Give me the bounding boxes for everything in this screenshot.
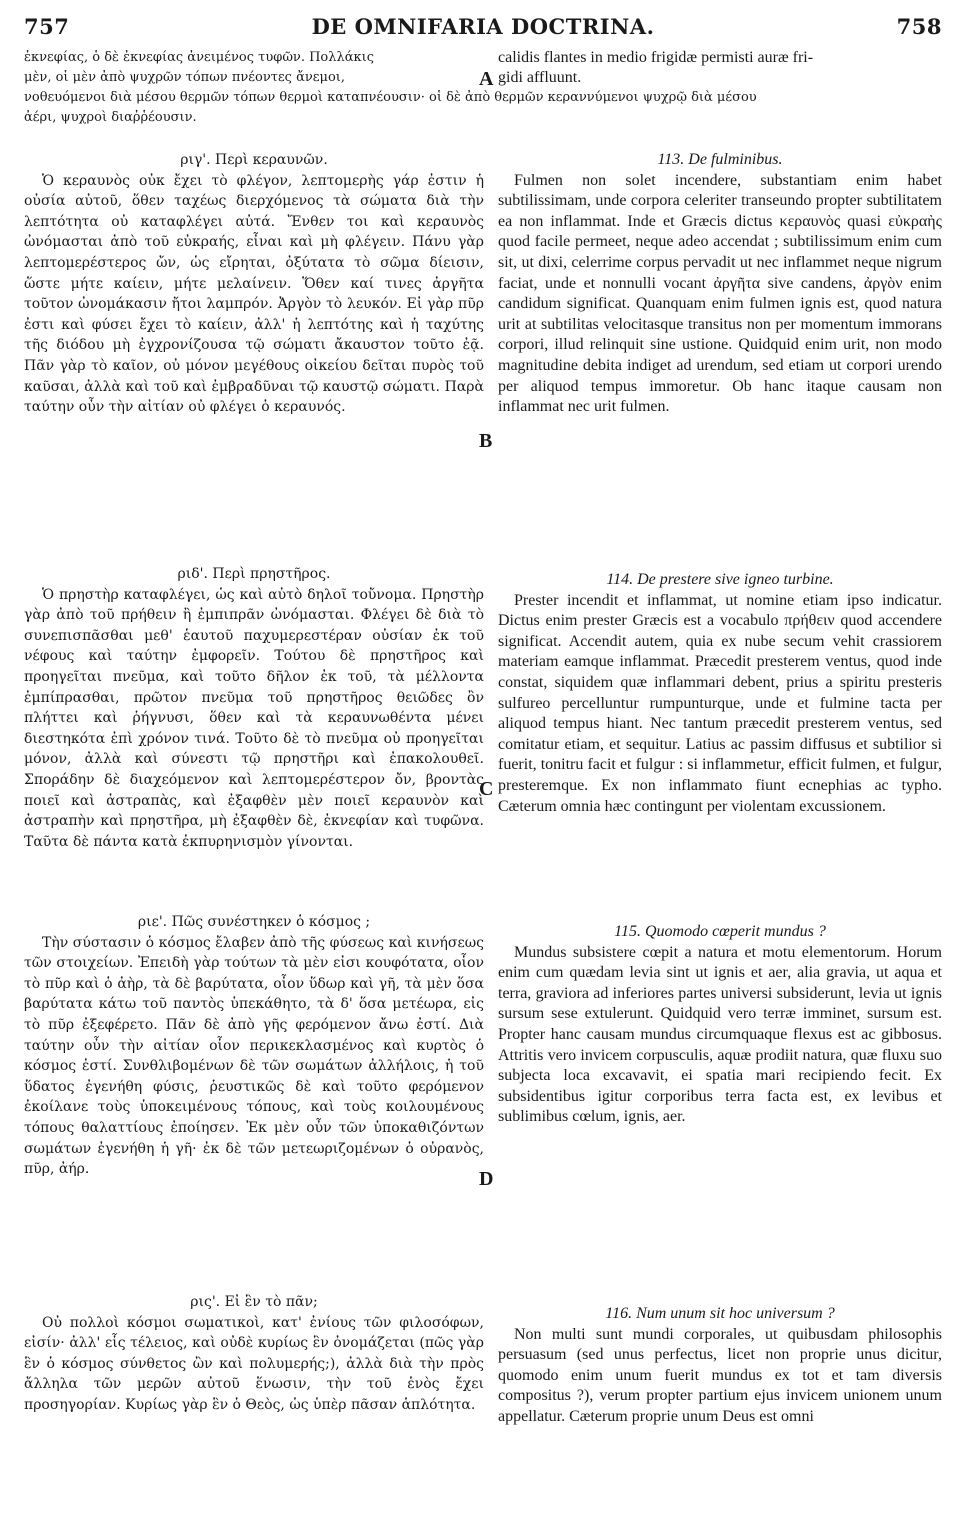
latin-paragraph: Non multi sunt mundi corporales, ut quibusdam philosophis persuasum (sed unus perfectus, licet non proprie unus dicitur, quomodo enim unum fuerit mundus ex tot et tam diversis compositus ?), verum propter partium ejus invicem unionem unum appellatur. Cæterum proprie unum Deus est omni [498,1325,942,1425]
running-header [24,14,942,44]
greek-paragraph: Ὁ πρηστὴρ καταφλέγει, ὡς καὶ αὐτὸ δηλοῖ τοὔνομα. Πρηστὴρ γὰρ ἀπὸ τοῦ πρήθειν ἢ ἐμπιπρᾶν ὠνόμασται. Φλέγει δὲ διὰ τὸ συνεπισπᾶσθαι μεθ' ἑαυτοῦ παχυμερεστέραν οὐσίαν ἐκ τοῦ νέφους καὶ ταύτην ἐμφορεῖν. Τούτου δὲ πρηστῆρος καὶ προηγεῖται πνεῦμα, καὶ τοῦτο δῆλον ἐκ τοῦ, τὰ μέλλοντα ἐμπίπρασθαι, πρῶτον πνεῦμα τοῦ πρηστῆρος θειῶδες ὂν πλήττει καὶ ῥήγνυσι, ὅθεν καὶ τὰ κεραυνωθέντα μένει διεστηκότα ἐπὶ χρόνον τινά. Τοῦτο δὲ τὸ πνεῦμα οὐ προηγεῖται μόνον, ἀλλὰ καὶ σύνεστι τῷ πρηστῆρι καὶ ἐπακολουθεῖ. Σποράδην δὲ διαχεόμενον καὶ λεπτομερέστερον ὄν, βροντὰς ποιεῖ καὶ ἀστραπὰς, καὶ ἐξαφθὲν μὲν ποιεῖ κεραυνὸν καὶ ἀστραπὴν καὶ πρηστῆρα, μὴ ἐξαφθὲν δὲ, ἐκνεφίαν καὶ τυφῶνα. Ταῦτα δὲ πάντα κατὰ ἐκπυρηνισμὸν γίνονται. [24,586,484,850]
right-page-number: 758 [896,14,942,39]
left-page-number: 757 [24,14,70,39]
carryover-greek [24,48,484,87]
carryover-full-line: νοθευόμενοι διὰ μέσου θερμῶν τόπων θερμοὶ καταπνέουσιν· οἱ δὲ ἀπὸ θερμῶν κεραννύμενοι ψυχρῷ διὰ μέσου [24,90,757,105]
greek-heading: ριγ'. Περὶ κεραυνῶν. [180,152,328,168]
greek-column [24,908,484,1180]
latin-heading: 115. Quomodo cœperit mundus ? [614,923,826,940]
carryover-latin [498,48,942,87]
latin-heading: 113. De fulminibus. [657,151,783,168]
greek-heading: ρις'. Εἰ ἓν τὸ πᾶν; [190,1294,318,1310]
latin-column [498,918,942,1128]
running-title: DE OMNIFARIA DOCTRINA. [311,14,655,39]
latin-paragraph: Prester incendit et inflammat, ut nomine etiam ipso indicatur. Dictus enim prester Græcis est a vocabulo πρήθειν quod accendere significat. Accendit autem, quia ex nube secum vehit crassiorem materiam eamque inflammat. Præcedit presterem ventus, quod inde constat, siquidem quæ inflammari debent, prius a spiritu presteris sulfureo percelluntur rumpunturque, unde et fulmine tacta per aliquod tempus hiant. Nec tantum præcedit presterem ventus, sed comitatur etiam, et sequitur. Latius ac passim diffusus et subtilior si fuerit, tonitru facit et fulgur : si inflammetur, efficit fulmen, et fulgur, presteremque. Ex non inflammato fiunt ecnephias ac typho. Cæterum omnia hæc contingunt per violentam excussionem. [498,591,942,815]
greek-column [24,146,484,418]
greek-column [24,560,484,852]
carryover-greek-line: ἐκνεφίας, ὁ δὲ ἐκνεφίας ἀνειμένος τυφῶν. Πολλάκις [24,50,375,65]
greek-paragraph: Ὁ κεραυνὸς οὐκ ἔχει τὸ φλέγον, λεπτομερὴς γάρ ἐστιν ἡ οὐσία αὐτοῦ, ὅθεν ταχέως διερχόμενος τὰ σώματα διὰ τὴν λεπτότητα οὐ καταφλέγει αὐτά. Ἔνθεν τοι καὶ κεραυνὸς ὠνόμασται ἀπὸ τοῦ εὐκραής, εἶναι καὶ μὴ φλέγειν. Πάνυ γὰρ λεπτομερέστερος ὤν, ὡς εἴρηται, ὀξύτατα τὸ σῶμα δίεισιν, ὥστε μήτε καίειν, μήτε μελαίνειν. Ὅθεν καί τινες ἀργῆτα τοῦτον ὠνομάκασιν ἤτοι λαμπρόν. Ἀργὸν τὸ λευκόν. Εἰ γὰρ πῦρ ἐστι καὶ φύσει ἔχει τὸ καίειν, ἀλλ' ἡ λεπτότης καὶ ἡ ταχύτης τῆς διόδου μὴ ἐγχρονίζουσα τῷ σώματι ἄκαυστον τοῦτο ἐᾷ. Πᾶν γὰρ τὸ καῖον, οὐ μόνον μεγέθους οἰκείου δεῖται πυρὸς τοῦ καῦσαι, ἀλλὰ καὶ τοῦ καὶ ἐμβραδῦναι τῷ καυστῷ σώματι. Παρὰ ταύτην οὖν τὴν αἰτίαν οὐ φλέγει ὁ κεραυνός. [24,172,484,416]
carryover-latin-line: calidis flantes in medio frigidæ permisti auræ fri- [498,49,814,66]
greek-column [24,1288,484,1416]
latin-paragraph: Mundus subsistere cœpit a natura et motu elementorum. Horum enim cum quædam levia sint ut ignis et aer, alia gravia, ut aqua et terra, graviora ad inferiores partes universi subsiderunt, levia ut ignis sursum sese extulerunt. Quidquid vero terræ imminet, sursum est. Propter hanc causam mundus circumquaque flexus est ac gibbosus. Attritis vero invicem corpusculis, aquæ prodiit natura, quæ fluxu suo subjecta loca excavavit, ei spatia mari recipiendo fecit. Ex subsidentibus igitur corporibus terra facta est, ex levibus et sublimibus cœlum, ignis, aer. [498,943,942,1126]
latin-paragraph: Fulmen non solet incendere, substantiam enim habet subtilissimam, unde corpora celeriter transeundo propter subtilitatem ea non inflammat. Inde et Græcis dictus κεραυνὸς quasi εὐκραὴς quod facile permeet, neque adeo accendat ; subtilissimum enim cum sit, ut dixi, celerrime corpus pervadit ut nec inflammet neque nigrum faciat, unde et nonnulli vocant ἀργῆτα sive candens, ἀργὸν enim candidum significat. Quanquam enim fulmen ignis est, quod natura urit at subtilitas velocitasque transitus non per momentum immorans corpori, illud relinquit sine ustione. Quidquid enim urit, non modo magnitudine debita indiget ad urendum, sed etiam ut corpori urendo per aliquod tempus immoretur. Ob hanc itaque causam non inflammat nec urit fulmen. [498,171,942,416]
greek-heading: ριδ'. Περὶ πρηστῆρος. [177,566,331,582]
latin-heading: 114. De prestere sive igneo turbine. [606,571,834,588]
carryover-latin-line: gidi affluunt. [498,68,582,86]
marker-a: A [479,68,494,90]
greek-heading: ριε'. Πῶς συνέστηκεν ὁ κόσμος ; [137,914,371,930]
carryover-greek-line: μὲν, οἱ μὲν ἀπὸ ψυχρῶν τόπων πνέοντες ἄνεμοι, [24,69,346,85]
latin-heading: 116. Num unum sit hoc universum ? [605,1305,835,1322]
marker-c: C [479,778,494,800]
latin-column [498,566,942,817]
carryover-full-line: ἀέρι, ψυχροὶ διαῤῥέουσιν. [24,109,197,125]
carryover-full [24,88,942,127]
latin-column [498,1300,942,1428]
marker-b: B [479,430,493,452]
latin-column [498,146,942,418]
greek-paragraph: Τὴν σύστασιν ὁ κόσμος ἔλαβεν ἀπὸ τῆς φύσεως καὶ κινήσεως τῶν στοιχείων. Ἐπειδὴ γὰρ τούτων τὰ μὲν εἰσι κουφότατα, οἷον τὸ πῦρ καὶ ὁ ἀὴρ, τὰ δὲ βαρύτατα, οἷον ὕδωρ καὶ γῆ, τὰ μὲν ὅσα βαρύτατα κάτω τοῦ παντὸς ὑπεκάθητο, τὰ δ' ὅσα μετέωρα, εἰς τὸ πῦρ ἐξεφέρετο. Πᾶν δὲ ἀπὸ γῆς φερόμενον ἄνω ἐστί. Διὰ ταύτην οὖν τὴν αἰτίαν οἷον περικεκλασμένος καὶ κυρτὸς ὁ κόσμος ἐστί. Συνθλιβομένων δὲ τῶν σωμάτων ἀλλήλοις, ἡ τοῦ ὕδατος ἐγενήθη φύσις, ῥευστικῶς δὲ καὶ τοῦτο φερόμενον ἐκοίλανε τοὺς ὑποκειμένους τόπους, καὶ τοὺς κοιλουμένους τόπους θαλαττίους ἐποίησεν. Ἐκ μὲν οὖν τῶν ὑποκαθιζόντων σωμάτων ἐγενήθη ἡ γῆ· ἐκ δὲ τῶν μετεωριζομένων ὁ οὐρανὸς, πῦρ, ἀήρ. [24,934,484,1178]
marker-d: D [479,1168,494,1190]
greek-paragraph: Οὐ πολλοὶ κόσμοι σωματικοὶ, κατ' ἐνίους τῶν φιλοσόφων, εἰσίν· ἀλλ' εἷς τέλειος, καὶ οὐδὲ κυρίως ἓν ὀνομάζεται (πῶς γὰρ ἓν ὁ κόσμος σύνθετος ὢν καὶ πολυμερής;), ἀλλὰ διὰ τὴν πρὸς ἄλληλα τῶν μερῶν αὐτοῦ ἕνωσιν, τὴν τοῦ ἑνὸς ἔχει προσηγορίαν. Κυρίως γὰρ ἓν ὁ Θεὸς, ὡς ὑπὲρ πᾶσαν ἁπλότητα. [24,1314,484,1413]
